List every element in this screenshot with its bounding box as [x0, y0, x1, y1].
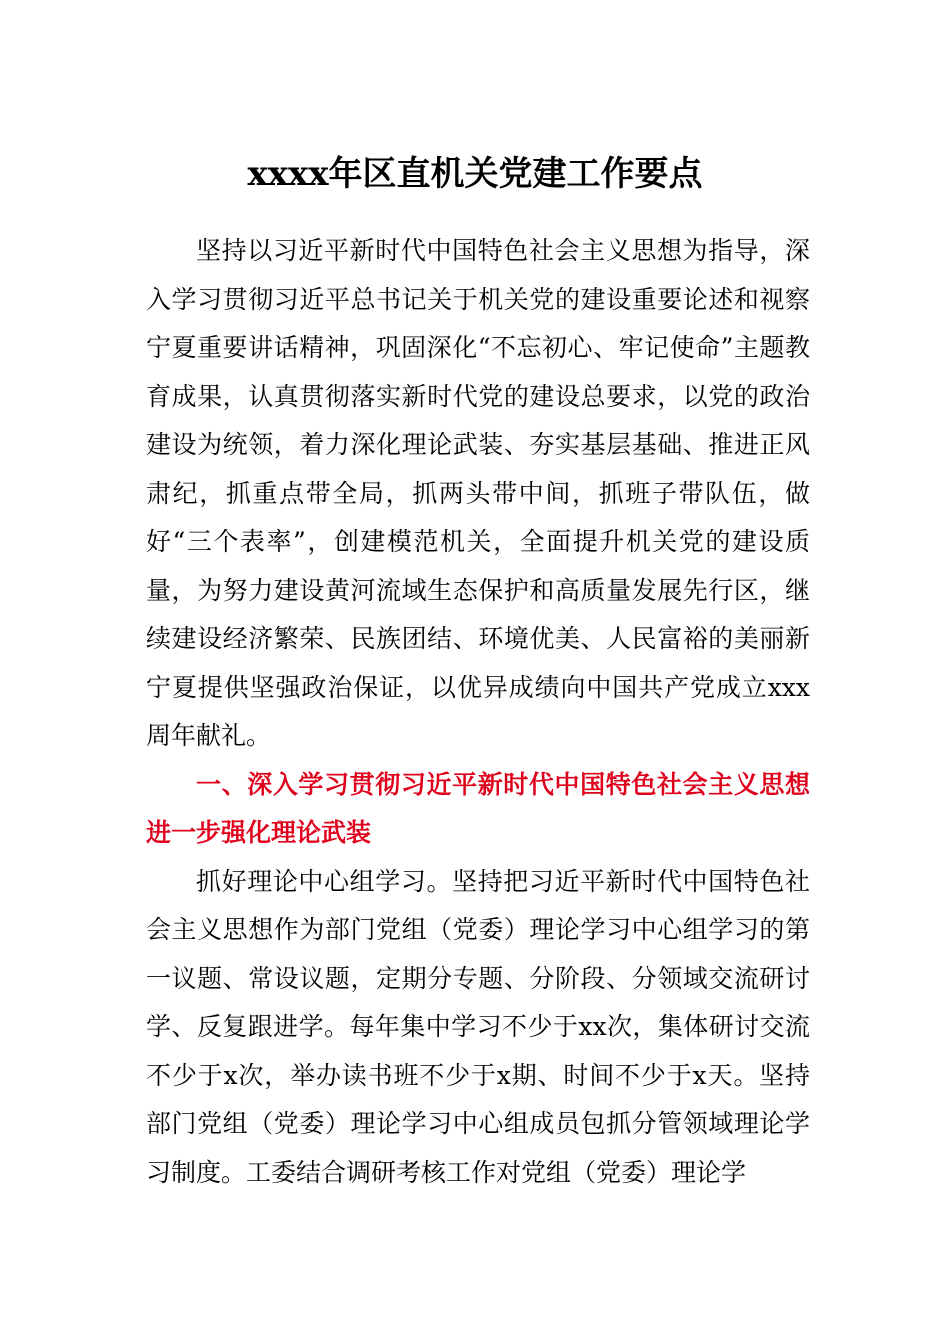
section-paragraph-1: 抓好理论中心组学习。坚持把习近平新时代中国特色社会主义思想作为部门党组（党委）理论学习中心组学习的第一议题、常设议题，定期分专题、分阶段、分领域交流研讨学、反复跟进学。每年集中学习不少于xx次，集体研讨交流不少于x次，举办读书班不少于x期、时间不少于x天。坚持部门党组（党委）理论学习中心组成员包抓分管领域理论学习制度。工委结合调研考核工作对党组（党委）理论学: [146, 866, 810, 1187]
document-body: [146, 227, 810, 1197]
intro-paragraph: 坚持以习近平新时代中国特色社会主义思想为指导，深入学习贯彻习近平总书记关于机关党的建设重要论述和视察宁夏重要讲话精神，巩固深化“不忘初心、牢记使命”主题教育成果，认真贯彻落实新时代党的建设总要求，以党的政治建设为统领，着力深化理论武装、夯实基层基础、推进正风肃纪，抓重点带全局，抓两头带中间，抓班子带队伍，做好“三个表率”，创建模范机关，全面提升机关党的建设质量，为努力建设黄河流域生态保护和高质量发展先行区，继续建设经济繁荣、民族团结、环境优美、人民富裕的美丽新宁夏提供坚强政治保证，以优异成绩向中国共产党成立xxx周年献礼。: [146, 236, 810, 750]
document-title: xxxx年区直机关党建工作要点: [247, 154, 703, 194]
section-heading-1: 一、深入学习贯彻习近平新时代中国特色社会主义思想进一步强化理论武装: [146, 769, 810, 847]
